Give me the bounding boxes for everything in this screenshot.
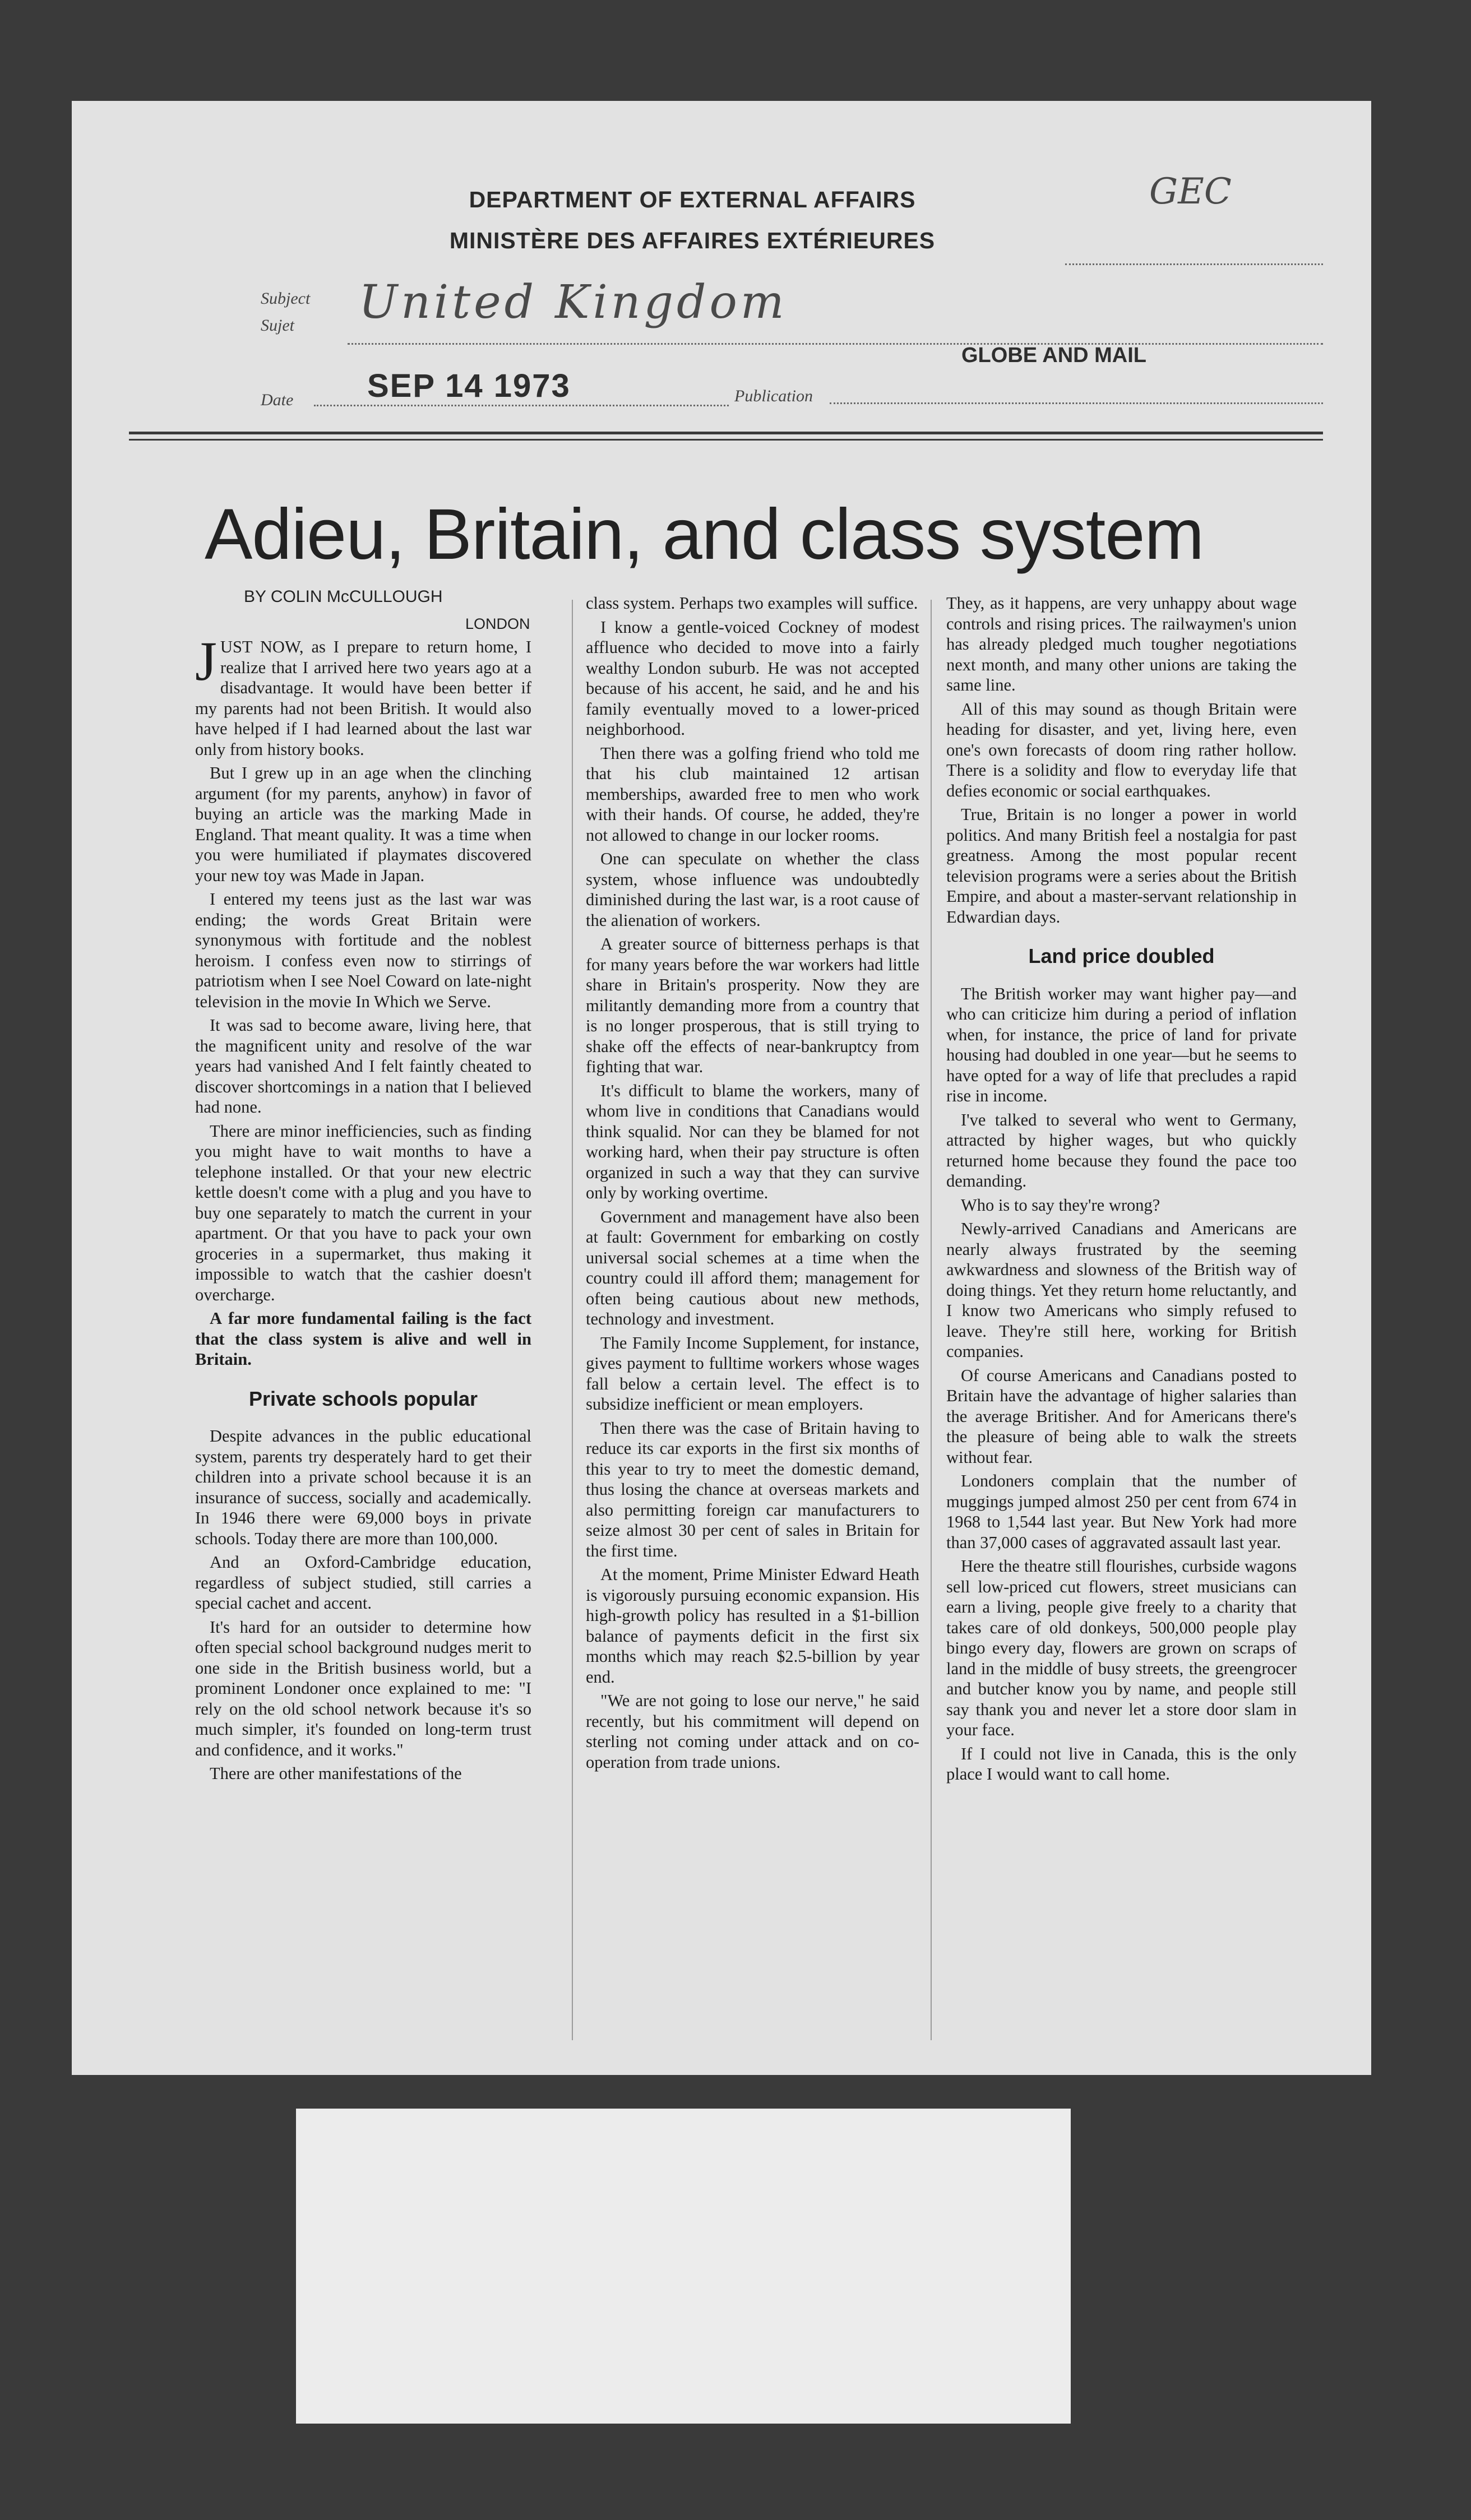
subject-label: Subject (261, 289, 311, 308)
blank-card (296, 2109, 1071, 2424)
byline: BY COLIN McCULLOUGH (244, 587, 443, 606)
subject-line (348, 343, 1323, 345)
paragraph: Who is to say they're wrong? (961, 1195, 1160, 1215)
publication-label: Publication (734, 387, 813, 405)
paragraph: I've talked to several who went to Germany, attracted by higher wages, but who quickly returned home because they found the pace too demanding. (946, 1110, 1297, 1190)
paragraph: A far more fundamental failing is the fact that the class system is alive and well in Britain. (195, 1309, 531, 1369)
paragraph: There are other manifestations of the (210, 1764, 462, 1783)
paragraph: True, Britain is no longer a power in world politics. And many British feel a nostalgia for past greatness. Among the most popular recent television programs were a series about the British Empire, and about a master-servant relationship in Edwardian days. (946, 805, 1297, 927)
paragraph: It's hard for an outsider to determine how often special school background nudges merit to one side in the British business world, but a prominent Londoner once explained to me: "I rely on the old school network because it's so much simpler, it's founded on long-term trust and confidence, and it works." (195, 1617, 531, 1759)
date-stamp: SEP 14 1973 (367, 368, 571, 404)
paragraph: One can speculate on whether the class system, whose influence was undoubtedly diminished during the last war, is a root cause of the alienation of workers. (586, 849, 919, 930)
paragraph: A greater source of bitterness perhaps is that for many years before the war workers had little share in Britain's prosperity. Now they are militantly demanding more from a country that is no longer prosperous, that is still trying to shake off the effects of near-bankruptcy from fighting that war. (586, 934, 919, 1076)
header-rule-bottom (129, 439, 1323, 441)
paragraph: They, as it happens, are very unhappy about wage controls and rising prices. The railwaymen's union has already pledged much tougher negotiations next month, and many other unions are taking the same line. (946, 594, 1297, 694)
department-title-en: DEPARTMENT OF EXTERNAL AFFAIRS (469, 187, 916, 212)
paragraph: I entered my teens just as the last war was ending; the words Great Britain were synonymous with fortitude and the noblest heroism. I confess even now to stirrings of patriotism when I see Noel Coward on late-night television in the movie In Which we Serve. (195, 890, 531, 1011)
article-column-2 (586, 593, 919, 1776)
sujet-label: Sujet (261, 316, 294, 335)
subhead-private-schools: Private schools popular (248, 1387, 478, 1410)
paragraph: Then there was a golfing friend who told me that his club maintained 12 artisan memberships, awarded free to men who work with their hands. Of course, he added, they're not allowed to change in our locker rooms. (586, 743, 919, 845)
paragraph: Of course Americans and Canadians posted to Britain have the advantage of higher salaries than the average Britisher. And for Americans there's the pleasure of being able to walk the streets without fear. (946, 1365, 1297, 1467)
drop-cap: J (195, 630, 217, 692)
department-title-fr: MINISTÈRE DES AFFAIRES EXTÉRIEURES (449, 228, 936, 253)
date-line (314, 405, 729, 406)
paragraph: There are minor inefficiencies, such as finding you might have to wait months to have a telephone installed. Or that your new electric kettle doesn't come with a plug and you have to buy one separately to match the current in your apartment. Or that you have to pack your own groceries in a supermarket, thus making it impossible to watch that the cashier doesn't overcharge. (195, 1121, 531, 1304)
paragraph: Londoners complain that the number of muggings jumped almost 250 per cent from 674 in 1968 to 1,544 last year. But New York had more than 37,000 cases of aggravated assault last year. (946, 1471, 1297, 1552)
paragraph: And an Oxford-Cambridge education, regardless of subject studied, still carries a special cachet and accent. (195, 1553, 531, 1613)
publication-stamp: GLOBE AND MAIL (961, 344, 1147, 367)
paragraph: If I could not live in Canada, this is the only place I would want to call home. (946, 1744, 1297, 1784)
paragraph: The Family Income Supplement, for instance, gives payment to fulltime workers whose wages fall below a certain level. The effect is to subsidize inefficient or mean employers. (586, 1333, 919, 1414)
headline: Adieu, Britain, and class system (205, 494, 1204, 575)
paragraph: Newly-arrived Canadians and Americans are nearly always frustrated by the seeming awkwardness and slowness of the British way of doing things. Yet they return home reluctantly, and I know two Americans who simply refused to leave. They're still here, working for British companies. (946, 1219, 1297, 1361)
dateline: LONDON (465, 615, 530, 632)
paragraph: At the moment, Prime Minister Edward Heath is vigorously pursuing economic expansion. His high-growth policy has resulted in a $1-billion balance of payments deficit in the first six months which may reach $2.5-billion by year end. (586, 1565, 919, 1687)
paragraph: Government and management have also been at fault: Government for embarking on costly universal social schemes at a time when the country could ill afford them; management for often being cautious about new methods, technology and investment. (586, 1207, 919, 1328)
filing-code: GEC (1149, 171, 1232, 212)
code-line (1065, 263, 1323, 265)
article-column-3 (946, 593, 1297, 1788)
subject-value: United Kingdom (359, 276, 788, 329)
paragraph: Here the theatre still flourishes, curbside wagons sell low-priced cut flowers, street musicians can earn a living, people give freely to a charity that takes care of old donkeys, 500,000 people play bingo every day, flowers are grown on scraps of land in the middle of busy streets, the greengrocer and butcher know you by name, and people still say thank you and never let a store door slam in your face. (946, 1557, 1297, 1739)
column-rule-1 (572, 600, 573, 2040)
article-column-1 (195, 630, 531, 1787)
paragraph: All of this may sound as though Britain were heading for disaster, and yet, living here, even one's own forecasts of doom ring rather hollow. There is a solidity and flow to everyday life that defies economic or social earthquakes. (946, 699, 1297, 800)
paragraph: JUST NOW, as I prepare to return home, I realize that I arrived here two years ago at a disadvantage. It would have been better if my parents had not been British. It would also have helped if I had learned about the last war only from history books. (195, 630, 531, 759)
subhead-land-price: Land price doubled (1028, 944, 1215, 967)
paragraph: It was sad to become aware, living here, that the magnificent unity and resolve of the war years had vanished And I felt faintly cheated to discover shortcomings in a nation that I believed had none. (195, 1016, 531, 1117)
paragraph: The British worker may want higher pay—and who can criticize him during a period of inflation when, for instance, the price of land for private housing had doubled in one year—but he seems to have opted for a way of life that precludes a rapid rise in income. (946, 984, 1297, 1105)
paragraph: "We are not going to lose our nerve," he said recently, but his commitment will depend on sterling not coming under attack and on co-operation from trade unions. (586, 1691, 919, 1772)
paragraph: Despite advances in the public educational system, parents try desperately hard to get their children into a private school because it is an insurance of success, socially and academically. In 1946 there were 69,000 boys in private schools. Today there are more than 100,000. (195, 1426, 531, 1548)
publication-line (830, 402, 1323, 404)
paragraph: I know a gentle-voiced Cockney of modest affluence who decided to move into a fairly wealthy London suburb. He was not accepted because of his accent, he said, and he and his family eventually moved to a lower-priced neighborhood. (586, 617, 919, 739)
paragraph: It's difficult to blame the workers, many of whom live in conditions that Canadians would think squalid. Nor can they be blamed for not working hard, when their pay structure is often organized in such a way that they can survive only by working overtime. (586, 1081, 919, 1202)
date-label: Date (261, 391, 294, 409)
paragraph: class system. Perhaps two examples will suffice. (586, 594, 918, 613)
header-rule-top (129, 432, 1323, 434)
column-rule-2 (931, 600, 932, 2040)
paragraph: But I grew up in an age when the clinching argument (for my parents, anyhow) in favor of buying an article was the marking Made in England. That meant quality. It was a time when you were humiliated if playmates discovered your new toy was Made in Japan. (195, 763, 531, 885)
paragraph: Then there was the case of Britain having to reduce its car exports in the first six months of this year to try to meet the domestic demand, thus losing the chance at overseas markets and also permitting foreign car manufacturers to seize almost 30 per cent of sales in Britain for the first time. (586, 1418, 919, 1560)
